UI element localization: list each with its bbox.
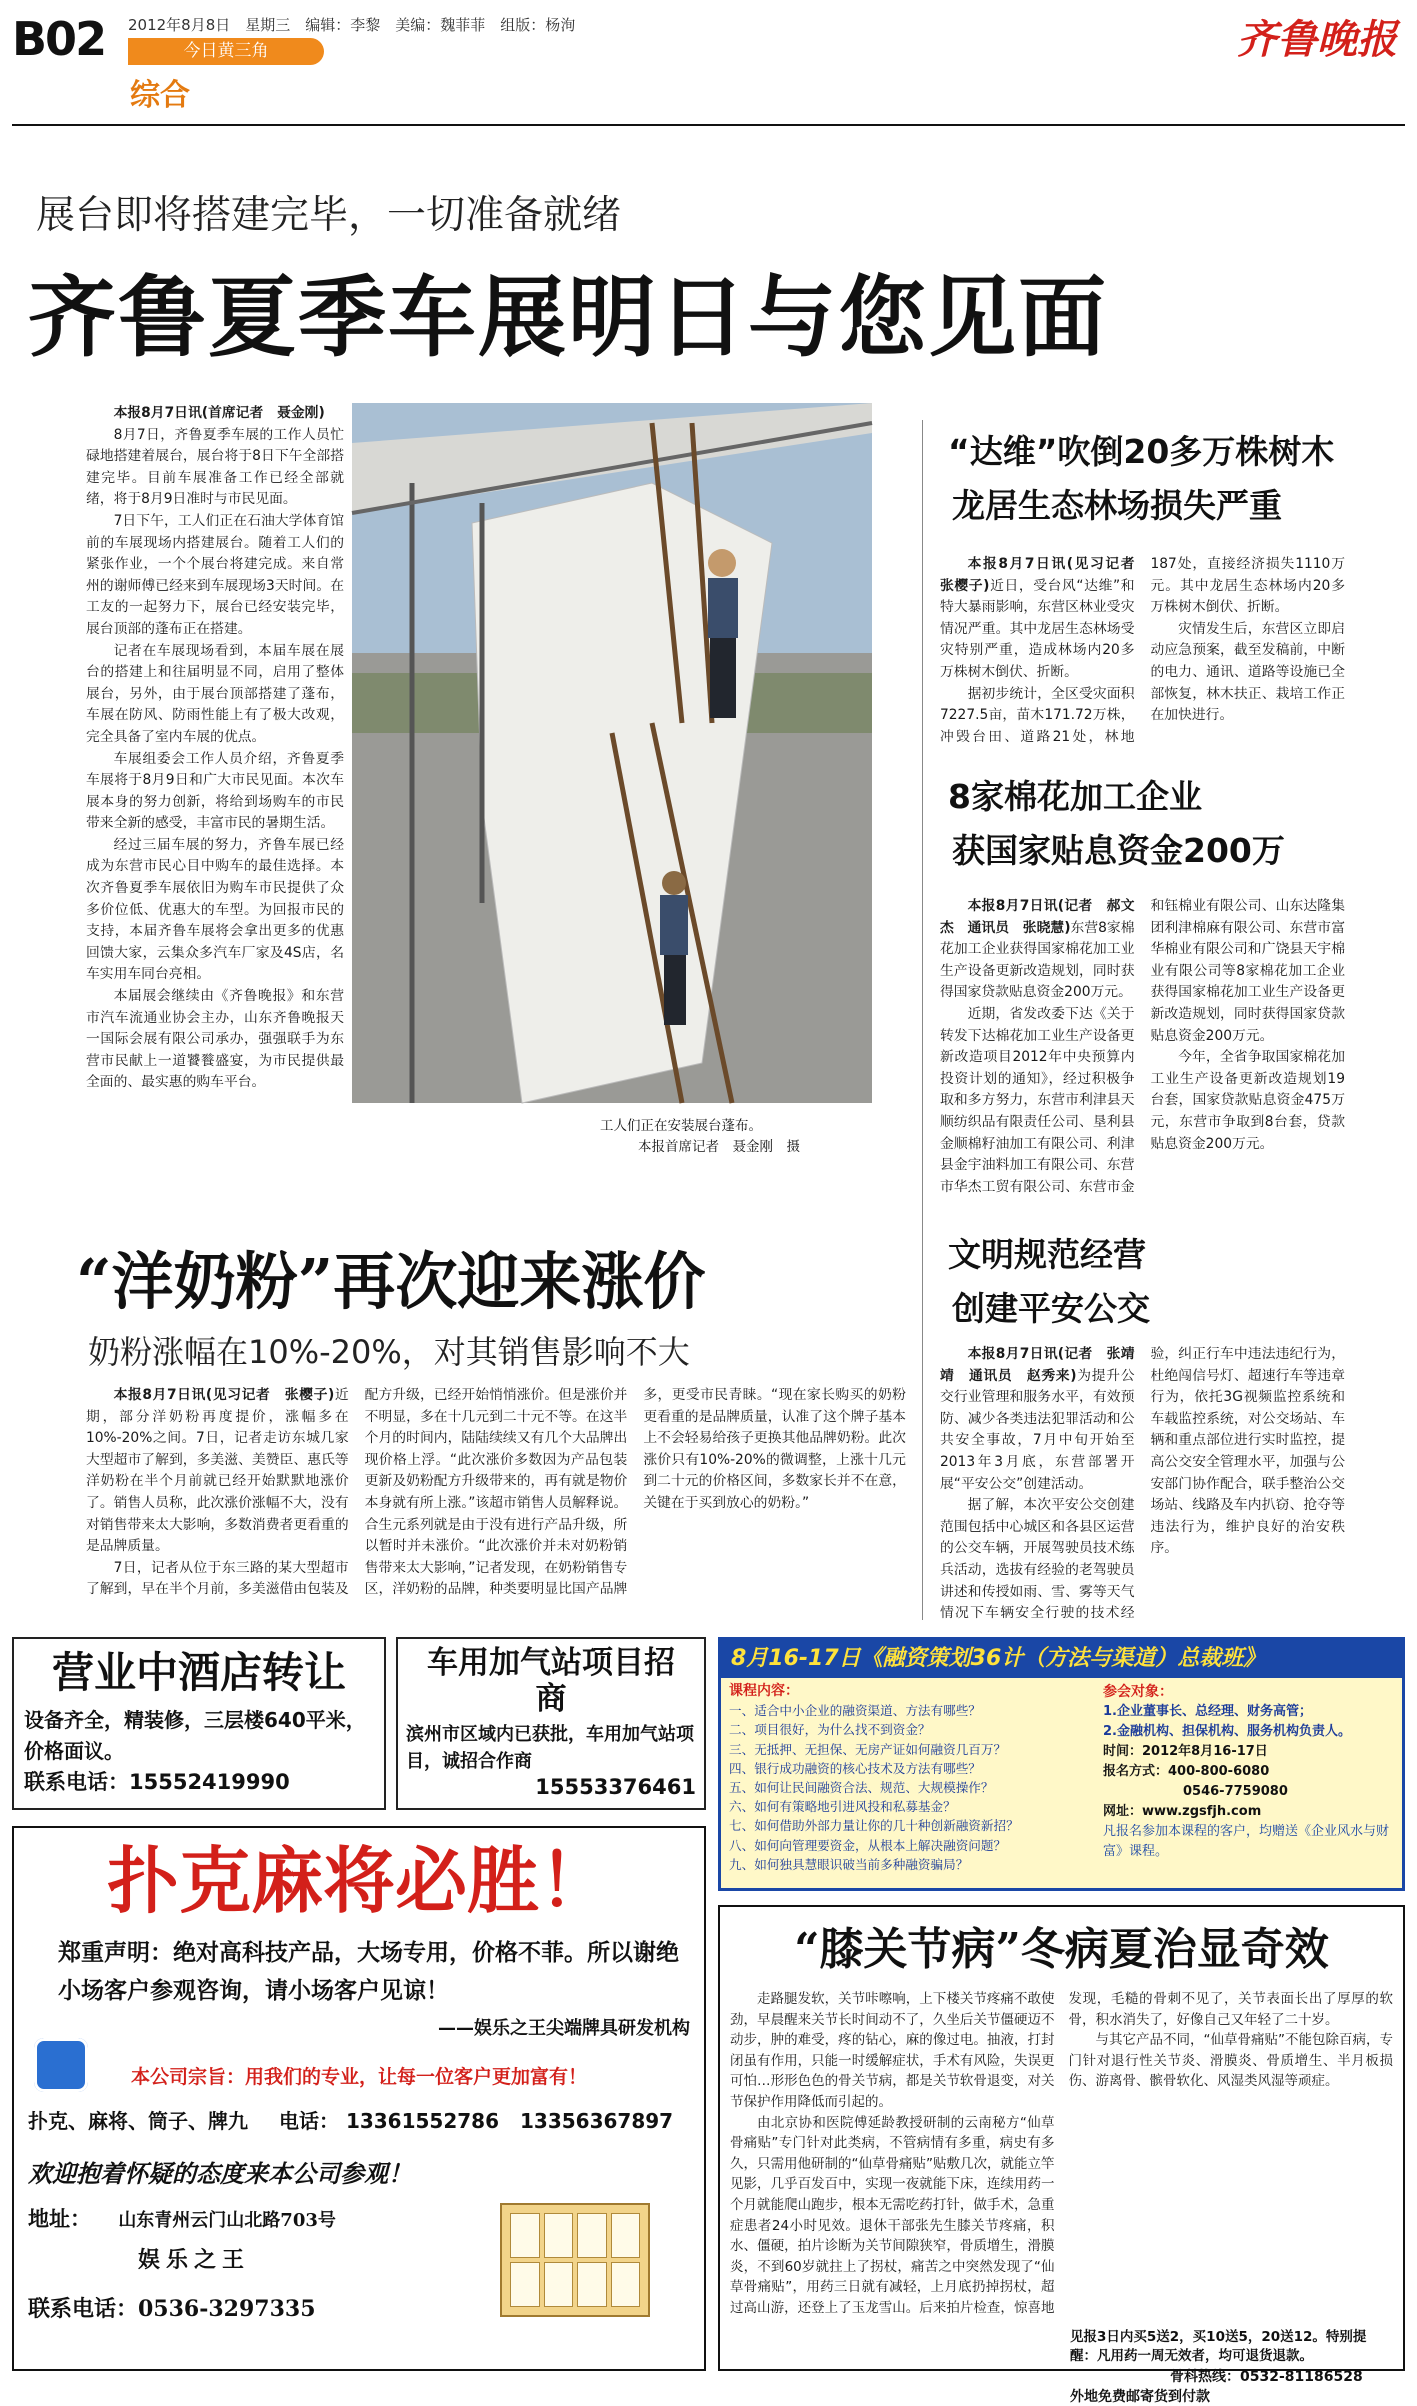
traffic-headline-line: 文明规范经营 <box>948 1235 1146 1274</box>
lead-paragraph: 本届展会继续由《齐鲁晚报》和东营市汽车流通业协会主办，山东齐鲁晚报天一国际会展有限公司承办，强强联手为东营市民献上一道饕餮盛宴，为市民提供最全面的、最实惠的购车平台。 <box>86 988 344 1091</box>
traffic-paragraph: 据了解，本次平安公交创建范围包括中心城区和各县区运营的公交车辆，开展驾驶员技术练兵活动，选拔有经验的老驾驶员讲述和传授如雨、雪、雾等天气情况下车辆安全行驶的技术经验，纠正行车中违法违纪行为，杜绝闯信号灯、超速行车等违章行为，依托3G视频监控系统和车载监控系统，对公交场站、车辆和重点部位进行实时监控，提高公交安全管理水平，加强与公安部门协作配合，联手整治公交场站、线路及车内扒窃、抢夺等违法行为，维护良好的治安秩序。 <box>940 1346 1345 1622</box>
poker-welcome: 欢迎抱着怀疑的态度来本公司参观！ <box>28 2159 412 2188</box>
page-code: B02 <box>12 12 106 66</box>
lead-paragraph: 车展组委会工作人员介绍，齐鲁夏季车展将于8月9日和广大市民见面。本次车展本身的努力创新，将给到场购车的市民带来全新的感受，丰富市民的暑期生活。 <box>86 750 344 832</box>
finance-item: 四、银行成功融资的核心技术及方法有哪些？ <box>729 1760 981 1776</box>
milk-body <box>86 1385 906 1615</box>
header-meta: 2012年8月8日 星期三 编辑：李黎 美编：魏菲菲 组版：杨洵 <box>128 16 576 34</box>
knee-ad-body <box>730 1989 1393 2324</box>
hotel-ad <box>12 1637 386 1810</box>
finance-item: 六、如何有策略地引进风投和私募基金？ <box>729 1799 956 1815</box>
lead-paragraph: 记者在车展现场看到，本届车展在展台的搭建上和往届明显不同，启用了整体展台，另外，由于展台顶部搭建了蓬布，车展在防风、防雨性能上有了极大改观，完全具备了室内车展的优点。 <box>86 642 344 745</box>
cotton-byline: 本报8月7日讯(记者 郝文杰 通讯员 张晓慧) <box>940 898 1135 936</box>
forest-headline-line: “达维”吹倒20多万株树木 <box>948 432 1335 471</box>
cotton-paragraph: 近期，省发改委下达《关于转发下达棉花加工业生产设备更新改造项目2012年中央预算内投资计划的通知》，经过积极争取和多方努力，东营市利津县天顺纺织品有限责任公司、垦利县金顺棉籽油加工有限公司、利津县金宇油料加工有限公司、东营市华杰工贸有限公司、东营市金和钰棉业有限公司、山东达隆集团利津棉麻有限公司、东营市富华棉业有限公司和广饶县天宇棉业有限公司等8家棉花加工企业获得国家棉花加工业生产设备更新改造规划，同时获得国家贷款贴息资金200万元。 <box>940 898 1345 1195</box>
forest-headline <box>948 425 1334 533</box>
finance-item: 三、无抵押、无担保、无房产证如何融资几百万？ <box>729 1741 1007 1757</box>
finance-website[interactable]: 网址：www.zgsfjh.com <box>1103 1804 1262 1819</box>
hotel-ad-body: 设备齐全，精装修，三层楼640平米，价格面议。 <box>24 1708 366 1763</box>
poker-phone-label: 电话： <box>278 2109 339 2133</box>
lead-byline: 本报8月7日讯(首席记者 聂金刚) <box>113 405 325 421</box>
finance-time: 时间：2012年8月16-17日 <box>1103 1744 1268 1759</box>
knee-paragraph: 由北京协和医院傅延龄教授研制的云南秘方“仙草骨痛贴”专门针对此类病，不管病情有多重，病史有多久，只需用他研制的“仙草骨痛贴”贴敷几次，就能立竿见影，几乎百发百中，实现一夜就能下床，连续用药一个月就能爬山跑步，根本无需吃药打针，做手术，急重症患者24小时见效。退休干部张先生膝关节疼痛，积水、僵硬，拍片诊断为关节间隙狭窄，骨质增生，滑膜炎，不到60岁就拄上了拐杖，痛苦之中突然发现了“仙草骨痛贴”，用药三日就有减轻，上月底扔掉拐杖，超过高山游，还登上了玉龙雪山。后来拍片检查，惊喜地发现，毛糙的骨刺不见了，关节表面长出了厚厚的软骨，积水消失了，好像自己又年轻了二十岁。 <box>730 1991 1393 2316</box>
forest-headline-line: 龙居生态林场损失严重 <box>952 486 1282 525</box>
poker-ad <box>12 1826 706 2371</box>
finance-item: 七、如何借助外部力量让你的几十种创新融资新招？ <box>729 1818 1019 1834</box>
cotton-body <box>940 896 1345 1202</box>
lead-paragraph: 8月7日，齐鲁夏季车展的工作人员忙碌地搭建着展台，展台将于8日下午全部搭建完毕。目前车展准备工作已经全部就绪，将于8月9日准时与市民见面。 <box>86 426 344 508</box>
forest-body <box>940 554 1345 756</box>
gas-ad-title: 车用加气站项目招商 <box>427 1645 675 1717</box>
header-rule <box>12 124 1405 126</box>
photo-caption: 工人们正在安装展台蓬布。 <box>600 1118 762 1134</box>
photo-credit: 本报首席记者 聂金刚 摄 <box>638 1139 800 1155</box>
finance-audience: 2.金融机构、担保机构、服务机构负责人。 <box>1103 1724 1351 1739</box>
milk-byline: 本报8月7日讯(见习记者 张樱子) <box>113 1387 335 1403</box>
dice-icon <box>34 2038 88 2092</box>
lead-kicker: 展台即将搭建完毕，一切准备就绪 <box>36 193 622 238</box>
cotton-paragraph: 今年，全省争取国家棉花加工业生产设备更新改造规划19台套，国家贷款贴息资金475万元，东营市争取到8台套，贷款贴息资金200万元。 <box>1150 1049 1345 1152</box>
gas-ad <box>396 1637 706 1810</box>
lead-paragraph: 经过三届车展的努力，齐鲁车展已经成为东营市民心目中购车的最佳选择。本次齐鲁夏季车展依旧为购车市民提供了众多价位低、优惠大的车型。为回报市民的支持，本届齐鲁车展将会拿出更多的优惠回馈大家，云集众多汽车厂家及4S店，名车实用车同台亮相。 <box>86 836 344 983</box>
finance-gift: 凡报名参加本课程的客户，均赠送《企业风水与财富》课程。 <box>1103 1824 1390 1859</box>
finance-ad <box>718 1637 1405 1891</box>
hotel-ad-title: 营业中酒店转让 <box>51 1648 346 1697</box>
milk-headline: “洋奶粉”再次迎来涨价 <box>76 1245 706 1318</box>
traffic-headline <box>948 1228 1150 1336</box>
finance-item: 一、适合中小企业的融资渠道、方法有哪些？ <box>729 1703 981 1719</box>
traffic-paragraph: 为提升公交行业管理和服务水平，有效预防、减少各类违法犯罪活动和公共安全事故，7月中旬开始至2013年3月底，东营部署开展“平安公交”创建活动。 <box>940 1367 1135 1492</box>
finance-signup: 报名方式：400-800-6080 <box>1103 1764 1270 1779</box>
finance-item: 五、如何让民间融资合法、规范、大规模操作？ <box>729 1780 994 1796</box>
lead-photo <box>352 403 872 1103</box>
poker-brand: 娱乐之王 <box>138 2247 251 2273</box>
poker-phone: 13361552786 <box>345 2109 500 2133</box>
traffic-headline-line: 创建平安公交 <box>952 1289 1150 1328</box>
forest-byline: 本报8月7日讯(见习记者 张樱子) <box>940 556 1149 594</box>
poker-products: 扑克、麻将、筒子、牌九 <box>28 2109 248 2133</box>
cotton-paragraph: 东营8家棉花加工企业获得国家棉花加工业生产设备更新改造规划，同时获得国家贷款贴息资金200万元。 <box>940 919 1135 1001</box>
lead-headline: 齐鲁夏季车展明日与您见面 <box>28 265 1109 369</box>
lead-body <box>86 403 344 1216</box>
poker-address-label: 地址： <box>28 2206 91 2231</box>
hotel-ad-phone: 联系电话：15552419990 <box>24 1770 290 1794</box>
finance-content-label: 课程内容： <box>729 1683 799 1699</box>
gas-ad-phone: 15553376461 <box>535 1775 696 1799</box>
milk-paragraph: 7日，记者从位于东三路的某大型超市了解到，早在半个月前，多美滋借由包装及配方升级，已经开始悄悄涨价。但是涨价并不明显，多在十几元到二十元不等。在这半个月的时间内，陆陆续续又有几个大品牌出现价格上浮。“此次涨价多数因为产品包装更新及奶粉配方升级带来的，再有就是物价本身就有所上涨。”该超市销售人员解释说。合生元系列就是由于没有进行产品升级，所以暂时并未涨价。“此次涨价并未对奶粉销售带来太大影响，”记者发现，在奶粉销售专区，洋奶粉的品牌，种类要明显比国产品牌多，更受市民青睐。“现在家长购买的奶粉更看重的是品牌质量，认准了这个牌子基本上不会轻易给孩子更换其他品牌奶粉。此次涨价只有10%-20%的微调整，上涨十几元到二十元的价格区间，多数家长并不在意，关键在于买到放心的奶粉。” <box>86 1387 906 1598</box>
column-rule <box>922 420 923 1620</box>
poker-slogan: 本公司宗旨：用我们的专业，让每一位客户更加富有！ <box>130 2066 587 2088</box>
finance-item: 八、如何向管理要资金，从根本上解决融资问题？ <box>729 1837 1007 1853</box>
knee-ad <box>718 1905 1405 2405</box>
finance-ad-title: 8月16-17日《融资策划36计（方法与渠道）总裁班》 <box>721 1640 1402 1678</box>
poker-phone: 13356367897 <box>519 2109 674 2133</box>
forest-paragraph: 近日，受台风“达维”和特大暴雨影响，东营区林业受灾情况严重。其中龙居生态林场受灾特别严重，造成林场内20多万株树木倒伏、折断。 <box>940 577 1135 680</box>
traffic-byline: 本报8月7日讯(记者 张靖靖 通讯员 赵秀来) <box>940 1346 1135 1384</box>
section-title: 综合 <box>130 78 190 113</box>
masthead-logo: 齐鲁晚报 <box>1237 16 1397 63</box>
poker-contact: 联系电话：0536-3297335 <box>28 2296 316 2322</box>
cotton-headline <box>948 770 1285 878</box>
mahjong-tiles-image <box>500 2203 650 2317</box>
milk-paragraph: 近期，部分洋奶粉再度提价，涨幅多在10%-20%之间。7日，记者走访东城几家大型超市了解到，多美滋、美赞臣、惠氏等洋奶粉在半个月前就已经开始默默地涨价了。销售人员称，此次涨价涨幅不大，没有对销售带来太大影响，多数消费者更看重的是品牌质量。 <box>86 1387 349 1555</box>
traffic-body <box>940 1344 1345 1634</box>
finance-item: 九、如何独具慧眼识破当前多种融资骗局？ <box>729 1856 969 1872</box>
knee-hotline: 骨科热线：0532-81186528 <box>1170 2369 1363 2385</box>
cotton-headline-line: 8家棉花加工企业 <box>948 777 1202 816</box>
knee-paragraph: 走路腿发软，关节咔嚓响，上下楼关节疼痛不敢使劲，早晨醒来关节长时间动不了，久坐后关节僵硬迈不动步，肿的难受，疼的钻心，麻的像过电。抽液，打封闭虽有作用，只能一时缓解症状，手术有风险，失误更可怕…形形色色的骨关节病，都是关节软骨退变，对关节保护作用降低而引起的。 <box>730 1991 1055 2110</box>
poker-address: 山东青州云门山北路703号 <box>118 2210 336 2231</box>
poker-org: ——娱乐之王尖端牌具研发机构 <box>438 2018 690 2039</box>
finance-phone2: 0546-7759080 <box>1183 1784 1288 1799</box>
finance-audience: 1.企业董事长、总经理、财务高管； <box>1103 1704 1312 1719</box>
finance-audience-label: 参会对象： <box>1103 1684 1173 1700</box>
knee-paragraph: 与其它产品不同，“仙草骨痛贴”不能包除百病，专门针对退行性关节炎、滑膜炎、骨质增生、半月板损伤、游离骨、髌骨软化、风湿类风湿等顽症。 <box>1068 2032 1393 2090</box>
knee-ad-title: “膝关节病”冬病夏治显奇效 <box>794 1924 1329 1975</box>
cotton-headline-line: 获国家贴息资金200万 <box>952 831 1285 870</box>
forest-paragraph: 灾情发生后，东营区立即启动应急预案，截至发稿前，中断的电力、通讯、道路等设施已全部恢复，林木扶正、栽培工作正在加快进行。 <box>1150 620 1345 724</box>
lead-paragraph: 7日下午，工人们正在石油大学体育馆前的车展现场内搭建展台。随着工人们的紧张作业，一个个展台将建完成。来自常州的谢师傅已经来到车展现场3天时间。在工友的一起努力下，展台已经安装完毕，展台顶部的蓬布正在搭建。 <box>86 512 344 637</box>
poker-statement: 郑重声明：绝对高科技产品，大场专用，价格不菲。所以谢绝小场客户参观咨询，请小场客户见谅！ <box>58 1940 679 2004</box>
milk-subhead: 奶粉涨幅在10%-20%，对其销售影响不大 <box>88 1333 690 1371</box>
gas-ad-body: 滨州市区域内已获批，车用加气站项目，诚招合作商 <box>406 1724 694 1772</box>
knee-offer: 见报3日内买5送2，买10送5，20送12。特别提醒：凡用药一周无效者，均可退货退款。 <box>1070 2329 1367 2364</box>
tent-scene-image <box>352 403 872 1103</box>
knee-delivery: 外地免费邮寄货到付款 <box>1070 2389 1210 2405</box>
finance-item: 二、项目很好，为什么找不到资金？ <box>729 1722 931 1738</box>
forest-paragraph: 据初步统计，全区受灾面积7227.5亩，苗木171.72万株，冲毁台田、道路21处，林地187处，直接经济损失1110万元。其中龙居生态林场内20多万株树木倒伏、折断。 <box>940 556 1345 745</box>
section-tag: 今日黄三角 <box>128 38 324 65</box>
poker-ad-title: 扑克麻将必胜！ <box>106 1838 611 1923</box>
